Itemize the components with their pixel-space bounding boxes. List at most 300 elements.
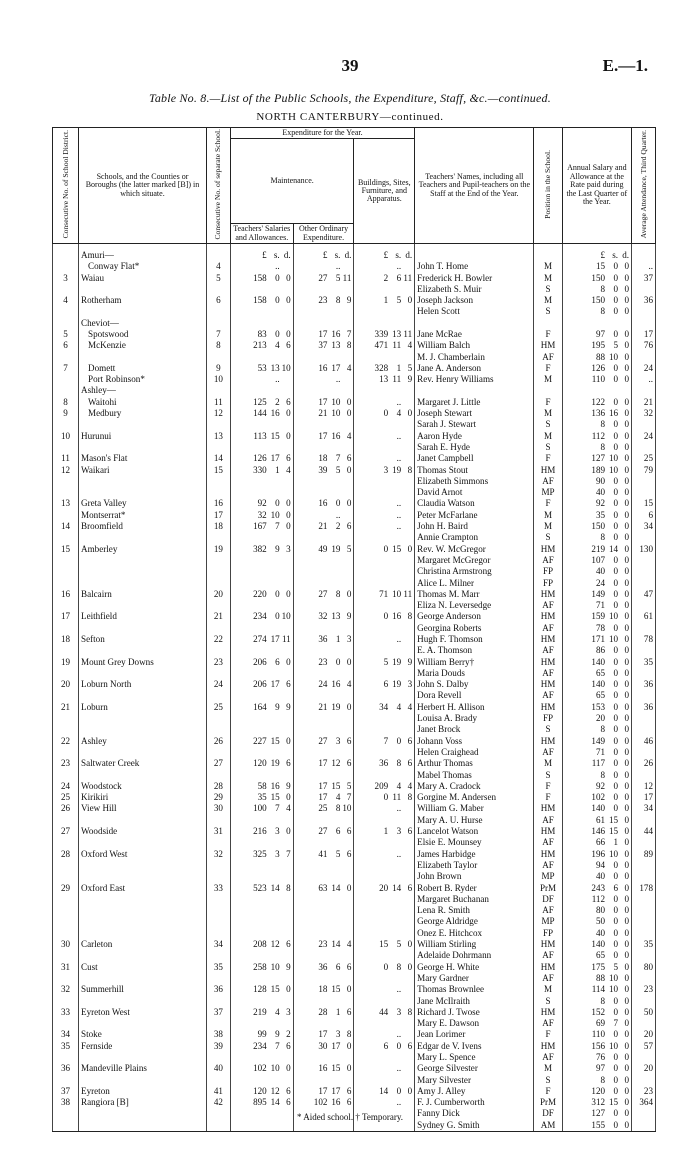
average-attendance: 130 — [632, 544, 656, 555]
average-attendance — [632, 871, 656, 882]
average-attendance — [632, 1018, 656, 1029]
teacher-salaries — [230, 690, 293, 701]
school-number — [206, 419, 230, 430]
annual-salary: £ s. d. — [562, 243, 631, 261]
school-name — [79, 1075, 207, 1086]
school-name: Hurunui — [79, 431, 207, 442]
average-attendance — [632, 950, 656, 961]
school-name: Kirikiri — [79, 792, 207, 803]
teacher-salaries: 167 7 0 — [230, 521, 293, 532]
average-attendance: 36 — [632, 702, 656, 713]
district-number: 30 — [53, 939, 79, 950]
annual-salary: 35 0 0 — [562, 510, 631, 521]
teacher-name: Helen Scott — [415, 306, 534, 317]
header-position: Position in the School. — [534, 128, 562, 244]
table-row — [53, 894, 656, 905]
teacher-salaries — [230, 566, 293, 577]
table-row — [53, 419, 656, 430]
other-expenditure: 32 13 9 — [293, 611, 354, 622]
teacher-position: FP — [534, 713, 562, 724]
table-row — [53, 600, 656, 611]
annual-salary: 152 0 0 — [562, 1007, 631, 1018]
other-expenditure: 16 17 4 — [293, 363, 354, 374]
buildings-expenditure — [354, 928, 415, 939]
annual-salary: 8 0 0 — [562, 419, 631, 430]
average-attendance — [632, 442, 656, 453]
teacher-salaries: 227 15 0 — [230, 736, 293, 747]
district-number: 8 — [53, 397, 79, 408]
school-name: McKenzie — [79, 340, 207, 351]
school-name — [79, 815, 207, 826]
school-number — [206, 690, 230, 701]
table-row — [53, 724, 656, 735]
teacher-salaries — [230, 578, 293, 589]
district-number — [53, 950, 79, 961]
teacher-salaries: 144 16 0 — [230, 408, 293, 419]
annual-salary: 159 10 0 — [562, 611, 631, 622]
school-name: Conway Flat* — [79, 261, 207, 272]
average-attendance — [632, 578, 656, 589]
other-expenditure: 41 5 6 — [293, 849, 354, 860]
average-attendance — [632, 747, 656, 758]
header-annual-salary: Annual Salary and Allowance at the Rate paid during the Last Quarter of the Year. — [562, 128, 631, 244]
teacher-salaries — [230, 871, 293, 882]
annual-salary: 78 0 0 — [562, 623, 631, 634]
school-name: Amberley — [79, 544, 207, 555]
table-row — [53, 962, 656, 973]
header-district: Consecutive No. of School District. — [53, 128, 79, 244]
school-number: 4 — [206, 261, 230, 272]
teacher-name: F. J. Cumberworth — [415, 1097, 534, 1108]
buildings-expenditure: 20 14 6 — [354, 883, 415, 894]
buildings-expenditure — [354, 668, 415, 679]
school-name: Broomfield — [79, 521, 207, 532]
average-attendance — [632, 905, 656, 916]
school-number: 24 — [206, 679, 230, 690]
teacher-salaries: 113 15 0 — [230, 431, 293, 442]
other-expenditure: 49 19 5 — [293, 544, 354, 555]
buildings-expenditure — [354, 306, 415, 317]
annual-salary: 71 0 0 — [562, 747, 631, 758]
annual-salary: 69 7 0 — [562, 1018, 631, 1029]
teacher-name: Thomas M. Marr — [415, 589, 534, 600]
average-attendance — [632, 600, 656, 611]
table-row — [53, 792, 656, 803]
table-row — [53, 939, 656, 950]
annual-salary: 153 0 0 — [562, 702, 631, 713]
buildings-expenditure: 328 1 5 — [354, 363, 415, 374]
other-expenditure: 21 2 6 — [293, 521, 354, 532]
teacher-name: Fanny Dick — [415, 1108, 534, 1119]
district-number: 25 — [53, 792, 79, 803]
school-name: Woodside — [79, 826, 207, 837]
buildings-expenditure: 6 0 6 — [354, 1041, 415, 1052]
other-expenditure: 23 8 9 — [293, 295, 354, 306]
district-number: 21 — [53, 702, 79, 713]
table-row — [53, 498, 656, 509]
teacher-position: MP — [534, 916, 562, 927]
teacher-salaries: 125 2 6 — [230, 397, 293, 408]
district-number — [53, 306, 79, 317]
table-row — [53, 284, 656, 295]
teacher-name: John T. Home — [415, 261, 534, 272]
teacher-name: Helen Craighead — [415, 747, 534, 758]
average-attendance: 36 — [632, 295, 656, 306]
teacher-name: Janet Brock — [415, 724, 534, 735]
buildings-expenditure — [354, 385, 415, 396]
district-number: 9 — [53, 408, 79, 419]
other-expenditure — [293, 713, 354, 724]
buildings-expenditure — [354, 532, 415, 543]
school-name — [79, 600, 207, 611]
teacher-salaries — [230, 532, 293, 543]
table-row — [53, 645, 656, 656]
other-expenditure: 63 14 0 — [293, 883, 354, 894]
buildings-expenditure — [354, 555, 415, 566]
buildings-expenditure: 471 11 4 — [354, 340, 415, 351]
header-expenditure: Expenditure for the Year. — [230, 128, 414, 139]
school-number: 18 — [206, 521, 230, 532]
school-number — [206, 566, 230, 577]
table-body — [53, 243, 656, 1131]
buildings-expenditure: £ s. d. — [354, 243, 415, 261]
table-row — [53, 916, 656, 927]
district-number — [53, 837, 79, 848]
school-name: Summerhill — [79, 984, 207, 995]
teacher-position: AF — [534, 905, 562, 916]
school-name: Port Robinson* — [79, 374, 207, 385]
teacher-position: M — [534, 408, 562, 419]
table-row — [53, 1086, 656, 1097]
district-number: 20 — [53, 679, 79, 690]
school-name — [79, 713, 207, 724]
footnote: * Aided school. † Temporary. — [296, 1112, 404, 1122]
school-number: 30 — [206, 803, 230, 814]
document-reference: E.—1. — [602, 56, 648, 75]
teacher-name: E. A. Thomson — [415, 645, 534, 656]
teacher-position: HM — [534, 544, 562, 555]
school-number — [206, 713, 230, 724]
buildings-expenditure — [354, 645, 415, 656]
teacher-salaries — [230, 600, 293, 611]
school-name — [79, 532, 207, 543]
school-name — [79, 973, 207, 984]
school-name — [79, 747, 207, 758]
teacher-salaries — [230, 385, 293, 396]
annual-salary: 110 0 0 — [562, 1029, 631, 1040]
other-expenditure — [293, 306, 354, 317]
buildings-expenditure: 2 6 11 — [354, 273, 415, 284]
teacher-name: George H. White — [415, 962, 534, 973]
other-expenditure: 17 16 4 — [293, 431, 354, 442]
average-attendance: 24 — [632, 363, 656, 374]
teacher-salaries: 126 17 6 — [230, 453, 293, 464]
school-name: Sefton — [79, 634, 207, 645]
table-row — [53, 611, 656, 622]
average-attendance: .. — [632, 374, 656, 385]
school-number: 10 — [206, 374, 230, 385]
average-attendance — [632, 555, 656, 566]
teacher-position: F — [534, 363, 562, 374]
teacher-salaries — [230, 905, 293, 916]
annual-salary: 127 0 0 — [562, 1108, 631, 1119]
teacher-position: AF — [534, 815, 562, 826]
teacher-salaries: 99 9 2 — [230, 1029, 293, 1040]
district-number — [53, 284, 79, 295]
other-expenditure — [293, 318, 354, 329]
teacher-salaries — [230, 713, 293, 724]
annual-salary: 8 0 0 — [562, 306, 631, 317]
school-name — [79, 442, 207, 453]
school-number: 26 — [206, 736, 230, 747]
school-name — [79, 284, 207, 295]
teacher-salaries: 219 4 3 — [230, 1007, 293, 1018]
buildings-expenditure: 34 4 4 — [354, 702, 415, 713]
other-expenditure: 24 16 4 — [293, 679, 354, 690]
buildings-expenditure — [354, 600, 415, 611]
district-number — [53, 352, 79, 363]
district-number — [53, 261, 79, 272]
teacher-salaries: 208 12 6 — [230, 939, 293, 950]
teacher-position: F — [534, 329, 562, 340]
school-name — [79, 871, 207, 882]
buildings-expenditure: 209 4 4 — [354, 781, 415, 792]
table-row — [53, 465, 656, 476]
table-row — [53, 1075, 656, 1086]
teacher-position: AF — [534, 690, 562, 701]
buildings-expenditure: 0 16 8 — [354, 611, 415, 622]
teacher-position: AF — [534, 1018, 562, 1029]
district-number — [53, 724, 79, 735]
school-number — [206, 318, 230, 329]
other-expenditure — [293, 555, 354, 566]
annual-salary: 140 0 0 — [562, 679, 631, 690]
school-name: Saltwater Creek — [79, 758, 207, 769]
school-number: 34 — [206, 939, 230, 950]
school-number — [206, 623, 230, 634]
school-number: 9 — [206, 363, 230, 374]
average-attendance — [632, 1075, 656, 1086]
table-row — [53, 679, 656, 690]
school-name — [79, 623, 207, 634]
average-attendance — [632, 860, 656, 871]
other-expenditure: 27 6 6 — [293, 826, 354, 837]
school-name: Domett — [79, 363, 207, 374]
teacher-salaries — [230, 645, 293, 656]
buildings-expenditure — [354, 770, 415, 781]
average-attendance — [632, 916, 656, 927]
table-row — [53, 589, 656, 600]
school-number: 17 — [206, 510, 230, 521]
teacher-salaries — [230, 950, 293, 961]
other-expenditure — [293, 476, 354, 487]
school-name: Cheviot— — [79, 318, 207, 329]
school-name — [79, 905, 207, 916]
table-row — [53, 318, 656, 329]
average-attendance: 47 — [632, 589, 656, 600]
table-row — [53, 1041, 656, 1052]
school-number: 22 — [206, 634, 230, 645]
teacher-position: DF — [534, 894, 562, 905]
teacher-name: Joseph Stewart — [415, 408, 534, 419]
teacher-position: S — [534, 532, 562, 543]
annual-salary: 88 10 0 — [562, 973, 631, 984]
teacher-name: William Balch — [415, 340, 534, 351]
district-number — [53, 442, 79, 453]
district-number: 18 — [53, 634, 79, 645]
table-row — [53, 1018, 656, 1029]
buildings-expenditure: 44 3 8 — [354, 1007, 415, 1018]
school-name: Spotswood — [79, 329, 207, 340]
teacher-name: Georgina Roberts — [415, 623, 534, 634]
teacher-position: AF — [534, 747, 562, 758]
school-number: 27 — [206, 758, 230, 769]
other-expenditure — [293, 442, 354, 453]
district-number: 5 — [53, 329, 79, 340]
school-name — [79, 837, 207, 848]
school-name — [79, 476, 207, 487]
teacher-salaries — [230, 284, 293, 295]
school-name: View Hill — [79, 803, 207, 814]
table-row — [53, 352, 656, 363]
teacher-salaries: 120 19 6 — [230, 758, 293, 769]
annual-salary: 107 0 0 — [562, 555, 631, 566]
district-number — [53, 476, 79, 487]
teacher-position: FP — [534, 566, 562, 577]
teacher-position: AF — [534, 860, 562, 871]
average-attendance — [632, 690, 656, 701]
school-name — [79, 724, 207, 735]
annual-salary: 92 0 0 — [562, 498, 631, 509]
average-attendance — [632, 318, 656, 329]
table-subtitle: NORTH CANTERBURY—continued. — [256, 111, 444, 123]
average-attendance — [632, 566, 656, 577]
annual-salary: 117 0 0 — [562, 758, 631, 769]
teacher-salaries — [230, 419, 293, 430]
school-number: 29 — [206, 792, 230, 803]
average-attendance: 79 — [632, 465, 656, 476]
table-row — [53, 871, 656, 882]
school-number — [206, 871, 230, 882]
district-number — [53, 243, 79, 261]
annual-salary: 149 0 0 — [562, 736, 631, 747]
teacher-position: HM — [534, 611, 562, 622]
district-number: 32 — [53, 984, 79, 995]
teacher-name: Lancelot Watson — [415, 826, 534, 837]
district-number: 24 — [53, 781, 79, 792]
other-expenditure: .. — [293, 510, 354, 521]
average-attendance: 46 — [632, 736, 656, 747]
school-number: 37 — [206, 1007, 230, 1018]
school-number: 16 — [206, 498, 230, 509]
annual-salary: 136 16 0 — [562, 408, 631, 419]
average-attendance: 6 — [632, 510, 656, 521]
teacher-name — [415, 318, 534, 329]
school-number: 14 — [206, 453, 230, 464]
teacher-name: Thomas Brownlee — [415, 984, 534, 995]
annual-salary: 20 0 0 — [562, 713, 631, 724]
header-salaries: Teachers' Salaries and Allowances. — [230, 224, 293, 244]
other-expenditure — [293, 532, 354, 543]
teacher-salaries: 274 17 11 — [230, 634, 293, 645]
teacher-position: FP — [534, 578, 562, 589]
other-expenditure: 25 8 10 — [293, 803, 354, 814]
teacher-position: AF — [534, 623, 562, 634]
average-attendance: 12 — [632, 781, 656, 792]
table-row — [53, 566, 656, 577]
teacher-name: M. J. Chamberlain — [415, 352, 534, 363]
other-expenditure: 102 16 6 — [293, 1097, 354, 1108]
table-row — [53, 770, 656, 781]
district-number — [53, 690, 79, 701]
school-name: Loburn — [79, 702, 207, 713]
average-attendance — [632, 724, 656, 735]
other-expenditure: 27 8 0 — [293, 589, 354, 600]
buildings-expenditure: 5 19 9 — [354, 657, 415, 668]
teacher-position: M — [534, 1063, 562, 1074]
average-attendance: 61 — [632, 611, 656, 622]
district-number — [53, 905, 79, 916]
other-expenditure — [293, 770, 354, 781]
teacher-position: S — [534, 419, 562, 430]
annual-salary: 80 0 0 — [562, 905, 631, 916]
school-name: Greta Valley — [79, 498, 207, 509]
other-expenditure: 17 16 7 — [293, 329, 354, 340]
annual-salary: 97 0 0 — [562, 329, 631, 340]
other-expenditure — [293, 815, 354, 826]
district-number — [53, 623, 79, 634]
district-number — [53, 928, 79, 939]
teacher-name: Mary A. U. Hurse — [415, 815, 534, 826]
school-number — [206, 243, 230, 261]
other-expenditure — [293, 284, 354, 295]
buildings-expenditure — [354, 690, 415, 701]
school-name: Montserrat* — [79, 510, 207, 521]
average-attendance: 20 — [632, 1063, 656, 1074]
buildings-expenditure: 71 10 11 — [354, 589, 415, 600]
annual-salary: 40 0 0 — [562, 928, 631, 939]
school-number — [206, 894, 230, 905]
average-attendance: 34 — [632, 803, 656, 814]
annual-salary: 150 0 0 — [562, 521, 631, 532]
school-number: 6 — [206, 295, 230, 306]
school-number: 41 — [206, 1086, 230, 1097]
annual-salary — [562, 318, 631, 329]
school-name: Waiau — [79, 273, 207, 284]
school-number — [206, 668, 230, 679]
teacher-name: Elizabeth Taylor — [415, 860, 534, 871]
annual-salary: 40 0 0 — [562, 871, 631, 882]
school-number — [206, 973, 230, 984]
other-expenditure — [293, 352, 354, 363]
header-other-expenditure: Other Ordinary Expenditure. — [293, 224, 354, 244]
teacher-position: AF — [534, 352, 562, 363]
school-name: Balcairn — [79, 589, 207, 600]
school-number — [206, 1018, 230, 1029]
school-number: 32 — [206, 849, 230, 860]
school-number: 39 — [206, 1041, 230, 1052]
annual-salary: 86 0 0 — [562, 645, 631, 656]
annual-salary: 120 0 0 — [562, 1086, 631, 1097]
teacher-salaries: 206 17 6 — [230, 679, 293, 690]
other-expenditure: 28 1 6 — [293, 1007, 354, 1018]
school-name: Amuri— — [79, 243, 207, 261]
school-number — [206, 996, 230, 1007]
school-number: 38 — [206, 1029, 230, 1040]
average-attendance — [632, 623, 656, 634]
header-attendance: Average Attendance, Third Quarter. — [632, 128, 656, 244]
school-number — [206, 724, 230, 735]
